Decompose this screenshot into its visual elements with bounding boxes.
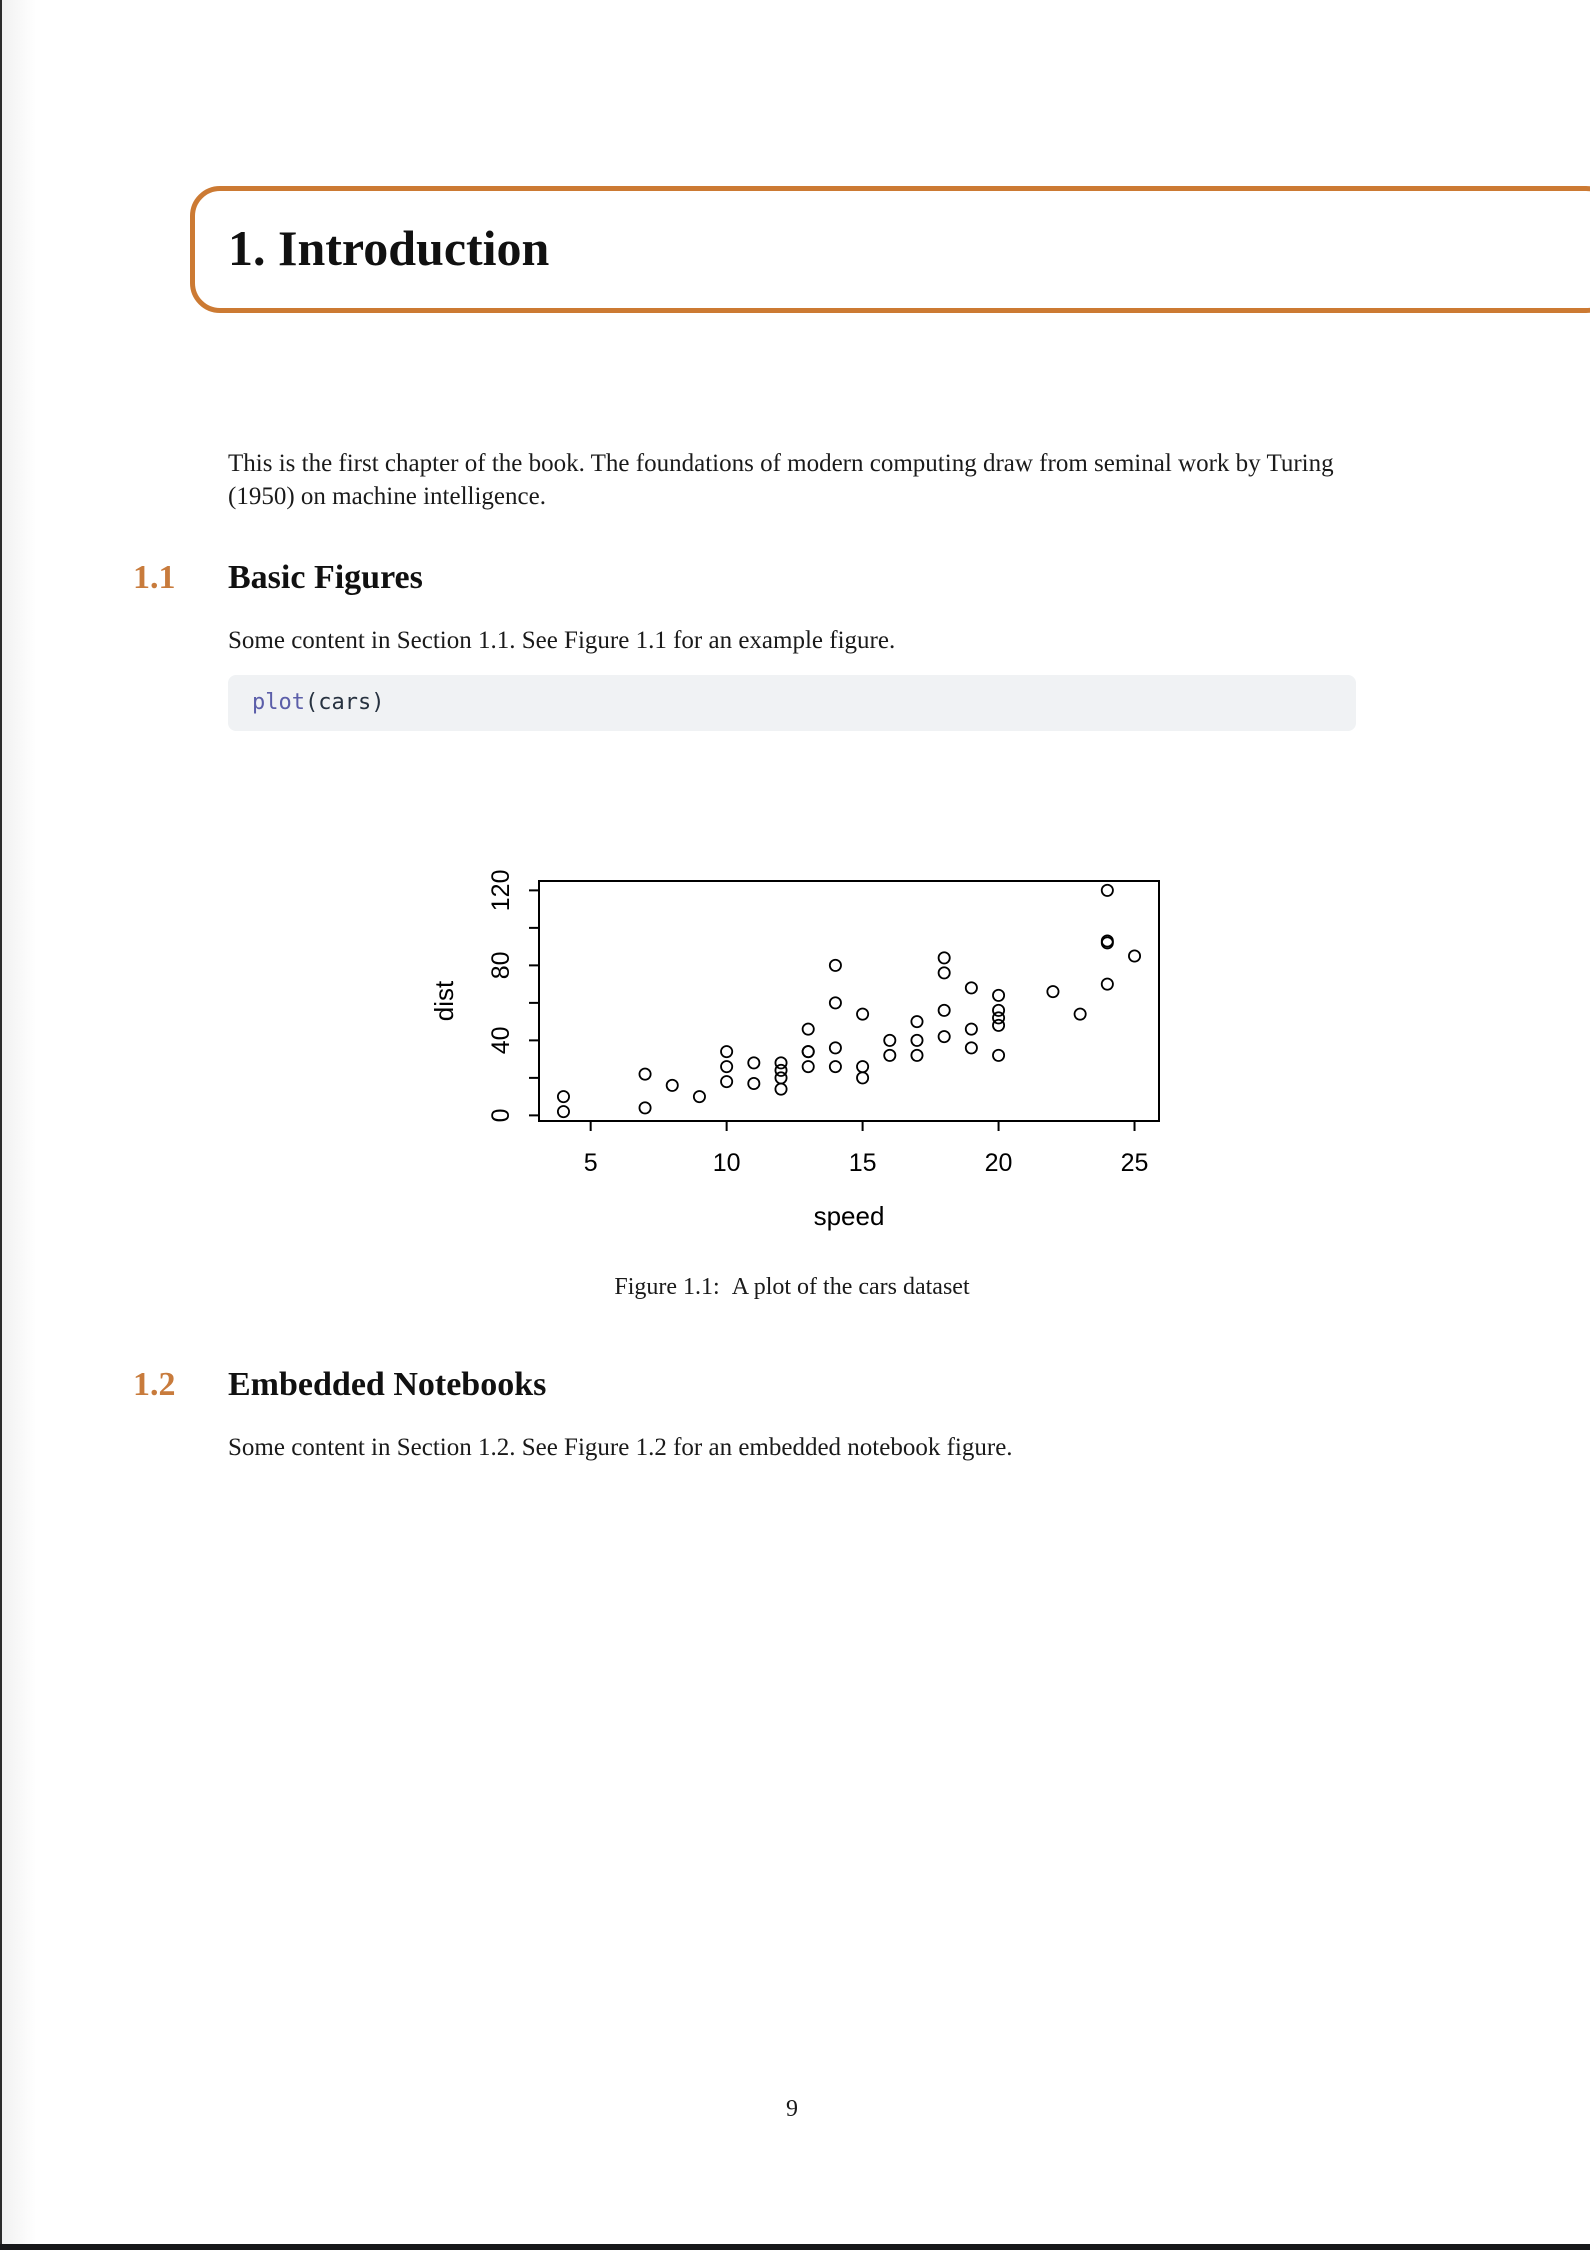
code-line	[252, 690, 384, 715]
data-point	[966, 982, 977, 993]
figure-caption	[228, 1274, 1356, 1301]
data-point	[639, 1068, 650, 1079]
data-point	[775, 1083, 786, 1094]
data-point	[803, 1061, 814, 1072]
data-point	[993, 1049, 1004, 1060]
code-paren-open: (	[304, 690, 319, 716]
page-content	[133, 447, 1356, 1465]
data-point	[966, 1023, 977, 1034]
data-point	[857, 1008, 868, 1019]
data-point	[1129, 950, 1140, 961]
section-title: Embedded Notebooks	[228, 1365, 547, 1403]
data-point	[911, 1049, 922, 1060]
data-point	[830, 1042, 841, 1053]
section-heading-1-1	[133, 558, 1356, 597]
data-point	[1102, 884, 1113, 895]
scatter-points	[558, 884, 1140, 1116]
data-point	[748, 1077, 759, 1088]
data-point	[911, 1016, 922, 1027]
data-point	[857, 1072, 868, 1083]
data-point	[748, 1057, 759, 1068]
section-number: 1.1	[133, 558, 176, 596]
intro-paragraph: This is the first chapter of the book. The foundations of modern computing draw from seminal work by Turing (1950) on machine intelligence.	[228, 449, 1334, 510]
figure-1-1	[228, 865, 1356, 1301]
data-point	[558, 1106, 569, 1117]
data-point	[884, 1049, 895, 1060]
data-point	[775, 1057, 786, 1068]
chapter-title: 1. Introduction	[228, 220, 550, 276]
data-point	[857, 1061, 868, 1072]
data-point	[667, 1079, 678, 1090]
data-point	[939, 952, 950, 963]
data-point	[830, 997, 841, 1008]
data-point	[1047, 986, 1058, 997]
data-point	[830, 1061, 841, 1072]
data-point	[993, 1004, 1004, 1015]
x-tick-label: 15	[848, 1148, 877, 1177]
data-point	[803, 1046, 814, 1057]
code-function: plot	[252, 690, 305, 716]
code-argument: cars	[318, 690, 372, 716]
data-point	[721, 1076, 732, 1087]
chapter-title-box	[190, 186, 1590, 313]
page-number: 9	[786, 2096, 798, 2122]
page-left-shadow	[2, 0, 36, 2250]
x-axis-label: speed	[813, 1200, 885, 1231]
figure-caption-label: Figure 1.1:	[614, 1273, 720, 1300]
x-tick-label: 25	[1120, 1148, 1149, 1177]
data-point	[639, 1102, 650, 1113]
x-tick-label: 5	[583, 1148, 598, 1177]
window-left-edge	[0, 0, 2, 2250]
data-point	[939, 1004, 950, 1015]
section-1-2-paragraph: Some content in Section 1.2. See Figure 1.2 for an embedded notebook figure.	[228, 1433, 1013, 1461]
data-point	[830, 959, 841, 970]
figure-caption-text: A plot of the cars dataset	[731, 1273, 970, 1300]
y-tick-label: 40	[487, 1026, 515, 1054]
data-point	[884, 1034, 895, 1045]
data-point	[558, 1091, 569, 1102]
x-tick-label: 10	[712, 1148, 741, 1177]
cars-scatter-plot	[417, 865, 1167, 1243]
x-tick-label: 20	[984, 1148, 1013, 1177]
y-tick-label: 80	[487, 951, 515, 979]
section-1-1-paragraph: Some content in Section 1.1. See Figure 1.1 for an example figure.	[228, 626, 896, 654]
section-title: Basic Figures	[228, 558, 423, 596]
data-point	[993, 989, 1004, 1000]
data-point	[939, 967, 950, 978]
data-point	[939, 1031, 950, 1042]
code-block	[228, 675, 1356, 731]
code-paren-close: )	[371, 690, 385, 716]
x-axis	[584, 1121, 1149, 1231]
data-point	[721, 1046, 732, 1057]
section-heading-1-2	[133, 1365, 1356, 1404]
data-point	[911, 1034, 922, 1045]
data-point	[1102, 978, 1113, 989]
data-point	[721, 1061, 732, 1072]
y-axis	[429, 869, 539, 1122]
data-point	[966, 1042, 977, 1053]
section-number: 1.2	[133, 1365, 176, 1403]
data-point	[1075, 1008, 1086, 1019]
data-point	[803, 1023, 814, 1034]
data-point	[694, 1091, 705, 1102]
y-tick-label: 120	[487, 869, 515, 911]
plot-box	[539, 881, 1159, 1121]
window-bottom-bar	[0, 2244, 1590, 2250]
y-tick-label: 0	[487, 1108, 515, 1122]
y-axis-label: dist	[429, 980, 459, 1021]
